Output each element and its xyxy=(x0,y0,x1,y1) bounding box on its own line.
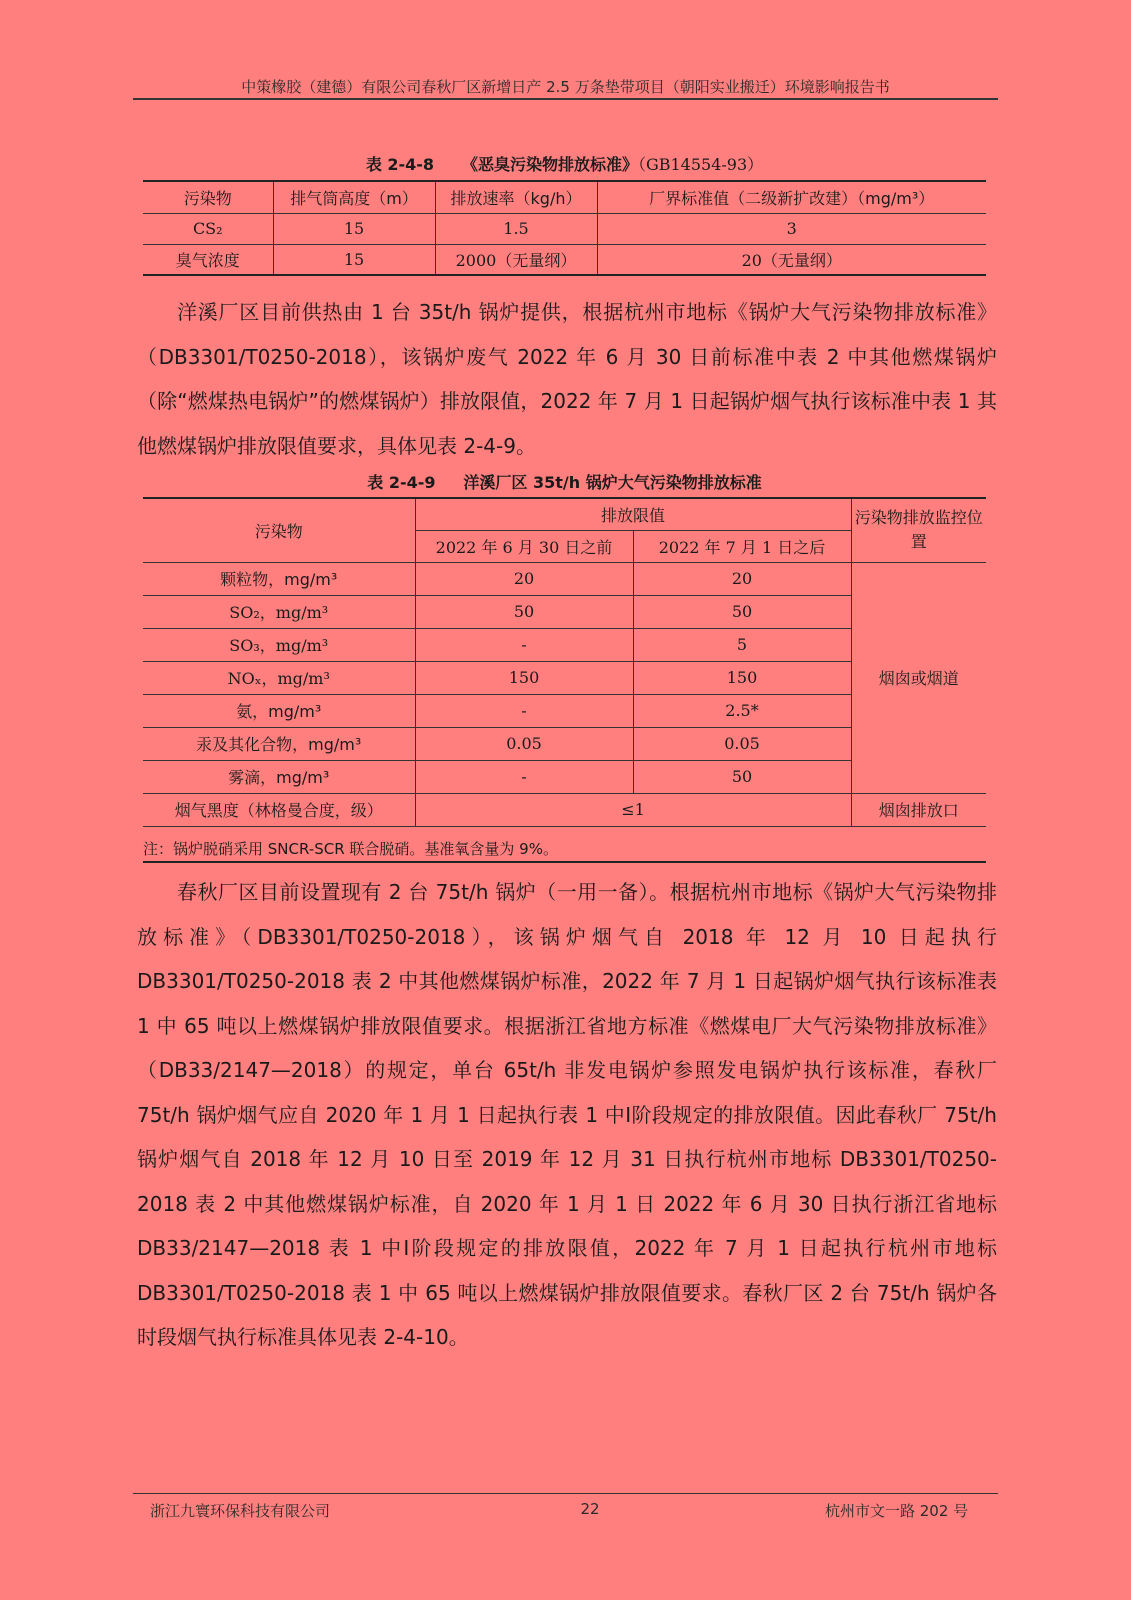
table-header-row xyxy=(143,181,986,213)
header-after: 2022 年 7 月 1 日之后 xyxy=(633,530,851,562)
paragraph-yangxi: 洋溪厂区目前供热由 1 台 35t/h 锅炉提供，根据杭州市地标《锅炉大气污染物排放标准》（DB3301/T0250-2018），该锅炉废气 2022 年 6 月 30 日前标准中表 2 中其他燃煤锅炉（除“燃煤热电锅炉”的燃煤锅炉）排放限值，2022 年 7 月 1 日起锅炉烟气执行该标准中表 1 其他燃煤锅炉排放限值要求，具体见表 2-4-9。 xyxy=(137,300,997,458)
cell-before: - xyxy=(415,628,633,661)
cell-pollutant: SO₂，mg/m³ xyxy=(143,595,415,628)
cell-height: 15 xyxy=(273,213,435,244)
cell-height: 15 xyxy=(273,244,435,275)
caption-label: 表 2-4-8 xyxy=(365,155,435,174)
footer-address: 杭州市文一路 202 号 xyxy=(825,1502,969,1520)
cell-after: 50 xyxy=(633,760,851,793)
footer-company: 浙江九寰环保科技有限公司 xyxy=(150,1502,331,1520)
footer-rule xyxy=(133,1493,998,1494)
header-cell: 排放速率（kg/h） xyxy=(435,181,597,213)
caption-title: 洋溪厂区 35t/h 锅炉大气污染物排放标准 xyxy=(463,473,762,492)
cell-before: 150 xyxy=(415,661,633,694)
table-2-4-8-caption xyxy=(143,152,986,175)
header-cell: 厂界标准值（二级新扩改建）（mg/m³） xyxy=(597,181,986,213)
cell-before: - xyxy=(415,694,633,727)
cell-rate: 2000（无量纲） xyxy=(435,244,597,275)
table-row xyxy=(143,244,986,275)
cell-after: 50 xyxy=(633,595,851,628)
header-location: 污染物排放监控位置 xyxy=(851,498,986,562)
cell-pollutant: NOₓ，mg/m³ xyxy=(143,661,415,694)
table-row xyxy=(143,213,986,244)
cell-standard: 20（无量纲） xyxy=(597,244,986,275)
cell-pollutant: SO₃，mg/m³ xyxy=(143,628,415,661)
header-pollutant: 污染物 xyxy=(143,498,415,562)
table-row xyxy=(143,562,986,595)
cell-pollutant: 汞及其化合物，mg/m³ xyxy=(143,727,415,760)
cell-after: 20 xyxy=(633,562,851,595)
table-2-4-8 xyxy=(143,180,986,276)
cell-rate: 1.5 xyxy=(435,213,597,244)
header-limit: 排放限值 xyxy=(415,498,851,530)
cell-standard: 3 xyxy=(597,213,986,244)
cell-after: 0.05 xyxy=(633,727,851,760)
cell-before: - xyxy=(415,760,633,793)
header-cell: 污染物 xyxy=(143,181,273,213)
paragraph-chunqiu: 春秋厂区目前设置现有 2 台 75t/h 锅炉（一用一备）。根据杭州市地标《锅炉大气污染物排放标准》（DB3301/T0250-2018），该锅炉烟气自 2018 年 12 月 10 日起执行 DB3301/T0250-2018 表 2 中其他燃煤锅炉标准，2022 年 7 月 1 日起锅炉烟气执行该标准表 1 中 65 吨以上燃煤锅炉排放限值要求。根据浙江省地方标准《燃煤电厂大气污染物排放标准》（DB33/2147—2018）的规定，单台 65t/h 非发电锅炉参照发电锅炉执行该标准，春秋厂 75t/h 锅炉烟气应自 2020 年 1 月 1 日起执行表 1 中I阶段规定的排放限值。因此春秋厂 75t/h 锅炉烟气自 2018 年 12 月 10 日至 2019 年 12 月 31 日执行杭州市地标 DB3301/T0250-2018 表 2 中其他燃煤锅炉标准，自 2020 年 1 月 1 日 2022 年 6 月 30 日执行浙江省地标 DB33/2147—2018 表 1 中I阶段规定的排放限值，2022 年 7 月 1 日起执行杭州市地标 DB3301/T0250-2018 表 1 中 65 吨以上燃煤锅炉排放限值要求。春秋厂区 2 台 75t/h 锅炉各时段烟气执行标准具体见表 2-4-10。 xyxy=(137,880,997,1349)
cell-location: 烟囱排放口 xyxy=(851,793,986,826)
cell-before: 20 xyxy=(415,562,633,595)
cell-pollutant: 烟气黑度（林格曼合度，级） xyxy=(143,793,415,826)
table-bottom-rule xyxy=(143,861,986,863)
caption-label: 表 2-4-9 xyxy=(367,473,436,492)
cell-after: 150 xyxy=(633,661,851,694)
table-row xyxy=(143,793,986,826)
cell-limit: ≤1 xyxy=(415,793,851,826)
header-rule xyxy=(133,98,998,100)
cell-before: 50 xyxy=(415,595,633,628)
header-before: 2022 年 6 月 30 日之前 xyxy=(415,530,633,562)
page-number: 22 xyxy=(580,1500,600,1518)
cell-after: 5 xyxy=(633,628,851,661)
cell-pollutant: 颗粒物，mg/m³ xyxy=(143,562,415,595)
cell-after: 2.5* xyxy=(633,694,851,727)
cell-pollutant: 臭气浓度 xyxy=(143,244,273,275)
cell-pollutant: 氨，mg/m³ xyxy=(143,694,415,727)
caption-standard: （GB14554-93） xyxy=(637,155,764,174)
cell-pollutant: 雾滴，mg/m³ xyxy=(143,760,415,793)
table-2-4-9-caption xyxy=(143,470,986,493)
cell-before: 0.05 xyxy=(415,727,633,760)
caption-title: 《恶臭污染物排放标准》 xyxy=(461,155,638,174)
header-cell: 排气筒高度（m） xyxy=(273,181,435,213)
cell-pollutant: CS₂ xyxy=(143,213,273,244)
table-2-4-9 xyxy=(143,497,986,827)
running-header: 中策橡胶（建德）有限公司春秋厂区新增日产 2.5 万条垫带项目（朝阳实业搬迁）环境影响报告书 xyxy=(241,78,890,96)
table-note: 注：锅炉脱硝采用 SNCR-SCR 联合脱硝。基准氧含量为 9%。 xyxy=(143,840,558,858)
cell-location: 烟囱或烟道 xyxy=(851,562,986,793)
